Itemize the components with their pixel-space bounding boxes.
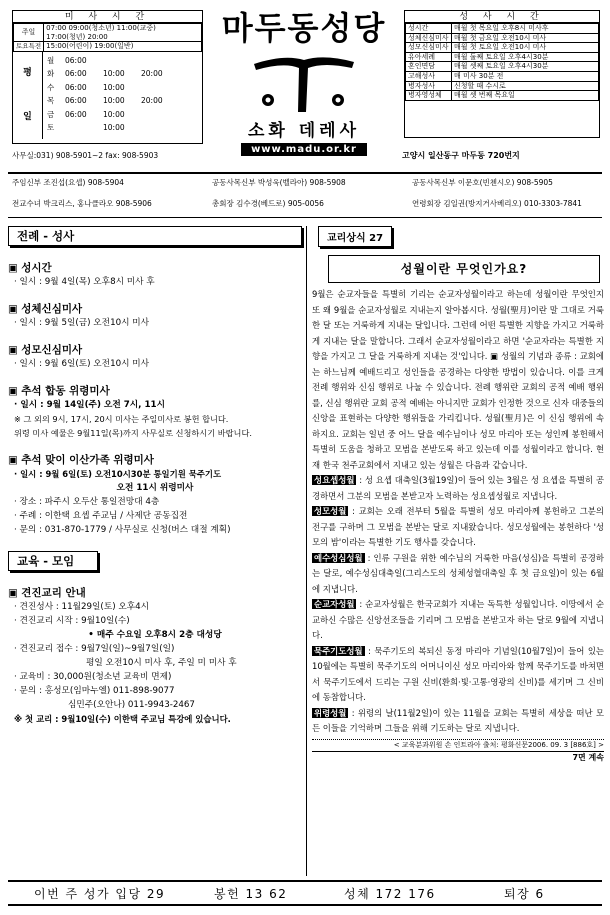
item-line: · 견진성사 : 11월29일(토) 오후4시 [14, 602, 150, 612]
hymn-entrance: 이번 주 성가 입당 29 [34, 886, 166, 901]
hymn-offertory: 봉헌 13 62 [214, 886, 288, 901]
mass-times-table [13, 23, 202, 52]
item-heading: ▣ 추석 합동 위령미사 [8, 383, 302, 398]
staff-item: 총회장 김수경(베드로) 905-0056 [212, 199, 324, 208]
staff-item: 공동사목신부 이문호(빈첸시오) 908-5905 [412, 178, 553, 187]
staff-item: 주임신부 조진섭(요셉) 908-5904 [12, 178, 124, 187]
catechism-intro: 9월은 순교자들을 특별히 기리는 순교자성월이라고 하는데 성월이란 무엇인지 또 왜 9월을 순교자성월로 지내는지 알아봅시다. 성월(聖月)이란 말 그대로 거룩한 달 또는 거룩하게 지내는 달입니다. 그런데 어떤 특별한 지향을 가지고 거룩하게 지내는 달을 말합니다. 그래서 순교자성월이라고 하면 '순교자라는 특별한 지향을 가지고 그 달을 거룩하게 지내는 것'입니다. ▣ 성월의 기념과 종류 : 교회에는 하느님께 예배드리고 성인들을 공경하는 다양한 방법이 있습니다. 이를 크게 전례 행위와 신심 행위로 나눌 수 있습니다. 전례 행위란 교회의 공적 예배 행위를, 신심 행위란 교회 공적 예배는 아니지만 교회가 인정한 것으로 신자 대중들의 신앙을 표현하는 다양한 행위들을 가리킵니다. 성월(聖月)은 이 신심 행위에 속하지요. 교회는 일년 중 어느 달을 예수님이나 성모 마리아 또는 성인께 봉헌해서 특별히 도움을 청하고 모범을 본받도록 하고 있는데 이를 성월이라고 합니다. 현재 한국 천주교회에서 지내고 있는 성월은 다음과 같습니다. [312, 289, 604, 470]
divider [8, 172, 602, 174]
weekday-times [43, 52, 202, 139]
continued-note: 7면 계속 [572, 752, 604, 762]
item-line: · 주례 : 이한택 요셉 주교님 / 사제단 공동집전 [14, 511, 188, 521]
item-heading: ▣ 성체신심미사 [8, 301, 302, 316]
item-heading: ▣ 성시간 [8, 260, 302, 275]
item-line: · 교육비 : 30,000원(청소년 교육비 면제) [14, 672, 172, 682]
staff-item: 연령회장 김일권(방지거사베리오) 010-3303-7841 [412, 199, 582, 208]
right-column [312, 226, 604, 763]
item-line: · 일시 : 9월 4일(목) 오후8시 미사 후 [14, 277, 155, 287]
mass-times-box [12, 10, 203, 144]
mass-times-title: 미 사 시 간 [13, 11, 202, 23]
weekday-row: 월 06:00 [47, 55, 87, 65]
column-divider [306, 226, 307, 876]
sacrament-times-box [404, 10, 600, 138]
weekday-label: 평 일 [13, 52, 43, 139]
item-line: · 일시 : 9월 5일(금) 오전10시 미사 [14, 318, 150, 328]
hymn-communion: 성체 172 176 [344, 886, 436, 901]
item-heading: ▣ 추석 맞이 이산가족 위령미사 [8, 452, 302, 467]
item-line: · 견진교리 접수 : 9월7일(일)~9월7일(일) [14, 644, 175, 654]
hymn-recessional: 퇴장 6 [504, 886, 545, 901]
staff-row [12, 198, 602, 209]
website-link[interactable]: www.madu.or.kr [241, 143, 367, 156]
item-highlight: • 매주 수요일 오후8시 2층 대성당 [88, 630, 222, 640]
entry-tag: 묵주기도성월 [314, 645, 363, 656]
item-line: · 일시 : 9월 6일(토) 오전10시 미사 [14, 359, 150, 369]
weekday-row: 목 06:00 10:00 20:00 [47, 96, 163, 106]
sacrament-row: 성체신심미사 매월 첫 금요일 오전10시 미사 [406, 33, 599, 43]
article-source: < 교육분과위원 손 인트라아 출처: 평화신문2006. 09. 3 [886호] > [312, 739, 604, 752]
sacrament-row: 고해성사 매 미사 30분 전 [406, 71, 599, 81]
item-note: 위령 미사 예물은 9월11일(목)까지 사무실로 신청하시기 바랍니다. [14, 428, 252, 438]
staff-item: 공동사목신부 박성욱(벨라아) 908-5908 [212, 178, 346, 187]
item-line: 심민주(오안나) 011-9943-2467 [68, 700, 195, 710]
catechism-tag: 교리상식 27 [318, 226, 392, 247]
sacrament-row: 성시간 매월 첫 목요일 오후8시 미사후 [406, 24, 599, 34]
section-title-liturgy: 전례 - 성사 [8, 226, 302, 246]
staff-item: 전교수녀 박크리스, 홍나클라오 908-5906 [12, 199, 152, 208]
item-heading: ▣ 성모신심미사 [8, 342, 302, 357]
item-heading: ▣ 견진교리 안내 [8, 585, 302, 600]
divider [8, 217, 602, 218]
catechism-entry: 성모성월 : 교회는 오래 전부터 5월을 특별히 성모 마리아께 봉헌하고 그분의 전구를 구하며 그 모범을 본받는 달로 지내왔습니다. 성모성월에는 봉헌하다 '성모의 밤'이라는 특별한 기도 행사를 갖습니다. [312, 506, 604, 547]
mass-day-label: 토요특전 [14, 42, 44, 52]
weekday-row: 수 06:00 10:00 [47, 82, 125, 92]
patron-saint: 소화 데레사 [247, 121, 361, 141]
mass-day-label: 주일 [14, 24, 44, 42]
weekday-row: 금 06:00 10:00 [47, 109, 125, 119]
item-line: 오전 11시 위령미사 [116, 483, 194, 493]
item-line: · 문의 : 031-870-1779 / 사무실로 신청(버스 대절 계획) [14, 525, 231, 535]
church-masthead [212, 8, 396, 154]
weekday-row: 화 06:00 10:00 20:00 [47, 69, 163, 79]
item-line: 평일 오전10시 미사 후, 주일 미 미사 후 [86, 658, 237, 668]
left-column [8, 226, 302, 726]
sacrament-row: 유아세례 매월 둘째 토요일 오후4시30분 [406, 52, 599, 62]
item-line: · 일시 : 9월 14일(주) 오전 7시, 11시 [14, 400, 165, 410]
sacrament-times-title: 성 사 시 간 [405, 11, 599, 23]
entry-tag: 위령성월 [314, 707, 347, 718]
sacrament-row: 성모신심미사 매월 첫 토요일 오전10시 미사 [406, 43, 599, 53]
staff-row [12, 177, 602, 188]
item-note: ※ 첫 교리 : 9월10일(수) 이한택 주교님 특강에 있습니다. [14, 714, 231, 724]
weekday-block [13, 52, 202, 139]
item-line: · 장소 : 파주시 오두산 통일전망대 4층 [14, 497, 160, 507]
church-address: 고양시 일산동구 마두동 720번지 [402, 151, 520, 160]
catechism-entry: 예수성심성월 : 인류 구원을 위한 예수님의 거룩한 마음(성심)을 특별히 공경하는 달로, 예수성심대축일(그리스도의 성체성혈대축일 후 첫 금요일)이 있는 6월에 지냅니다. [312, 552, 604, 594]
sacrament-times-table [405, 23, 599, 101]
cross-logo-icon [244, 50, 364, 114]
church-name: 마두동성당 [221, 9, 387, 47]
mass-time-value: 15:00(어린이) 19:00(일반) [44, 42, 202, 52]
item-line: · 일시 : 9월 6일(토) 오전10시30분 통일기원 묵주기도 [14, 469, 222, 479]
sacrament-row: 혼인면담 매월 셋째 토요일 오후4시30분 [406, 62, 599, 72]
hymn-footer [8, 880, 602, 906]
entry-tag: 성요셉성월 [314, 475, 355, 485]
item-note: ※ 그 외의 9시, 17시, 20시 미사는 주일미사로 봉헌 합니다. [14, 414, 229, 424]
weekday-row: 토 10:00 [47, 123, 125, 133]
catechism-entry: 묵주기도성월 : 묵주기도의 복되신 동정 마리아 기념일(10월7일)이 들어 있는 10월에는 특별히 묵주기도의 어머니이신 성모 마리아와 함께 묵주기도를 바쳐면서 묵주기도에서 드리는 구원 신비(환희·빛·고통·영광의 신비)를 세기며 그 신비에 동참합니다. [312, 645, 604, 702]
office-contact: 사무실:031) 908-5901~2 fax: 908-5903 [12, 151, 159, 160]
item-line: · 견진교리 시작 : 9월10일(수) [14, 616, 130, 626]
entry-tag: 순교자성월 [314, 599, 355, 609]
item-line: · 문의 : 홍성모(임마누엘) 011-898-9077 [14, 686, 175, 696]
catechism-question: 성월이란 무엇인가요? [328, 255, 600, 283]
section-title-education: 교육 - 모임 [8, 551, 98, 571]
entry-tag: 예수성심성월 [314, 552, 363, 563]
sacrament-row: 병자성사 신청할 때 수시로 [406, 81, 599, 91]
catechism-entry: 성요셉성월 : 성 요셉 대축일(3월19일)이 들어 있는 3월은 성 요셉을 특별히 공경하면서 그분의 모범을 본받고자 노력하는 성요셉성월로 지냅니다. [312, 475, 604, 501]
catechism-entry: 순교자성월 : 순교자성월은 한국교회가 지내는 독특한 성월입니다. 이땅에서 순교하신 수많은 신앙선조들을 기리며 그 모범을 본받고자 하는 달로 9월에 지냅니다. [312, 599, 604, 640]
catechism-entry: 위령성월 : 위령의 날(11월2일)이 있는 11월을 교회는 특별히 세상을 떠난 모든 이들을 기억하며 그들을 위해 기도하는 달로 지냅니다. [312, 707, 604, 733]
entry-tag: 성모성월 [314, 506, 347, 516]
catechism-body [312, 287, 604, 737]
sacrament-row: 병자영성체 매월 셋 번째 목요일 [406, 91, 599, 101]
mass-time-value: 07:00 09:00(청소년) 11:00(교중) 17:00(청년) 20:00 [44, 24, 202, 42]
